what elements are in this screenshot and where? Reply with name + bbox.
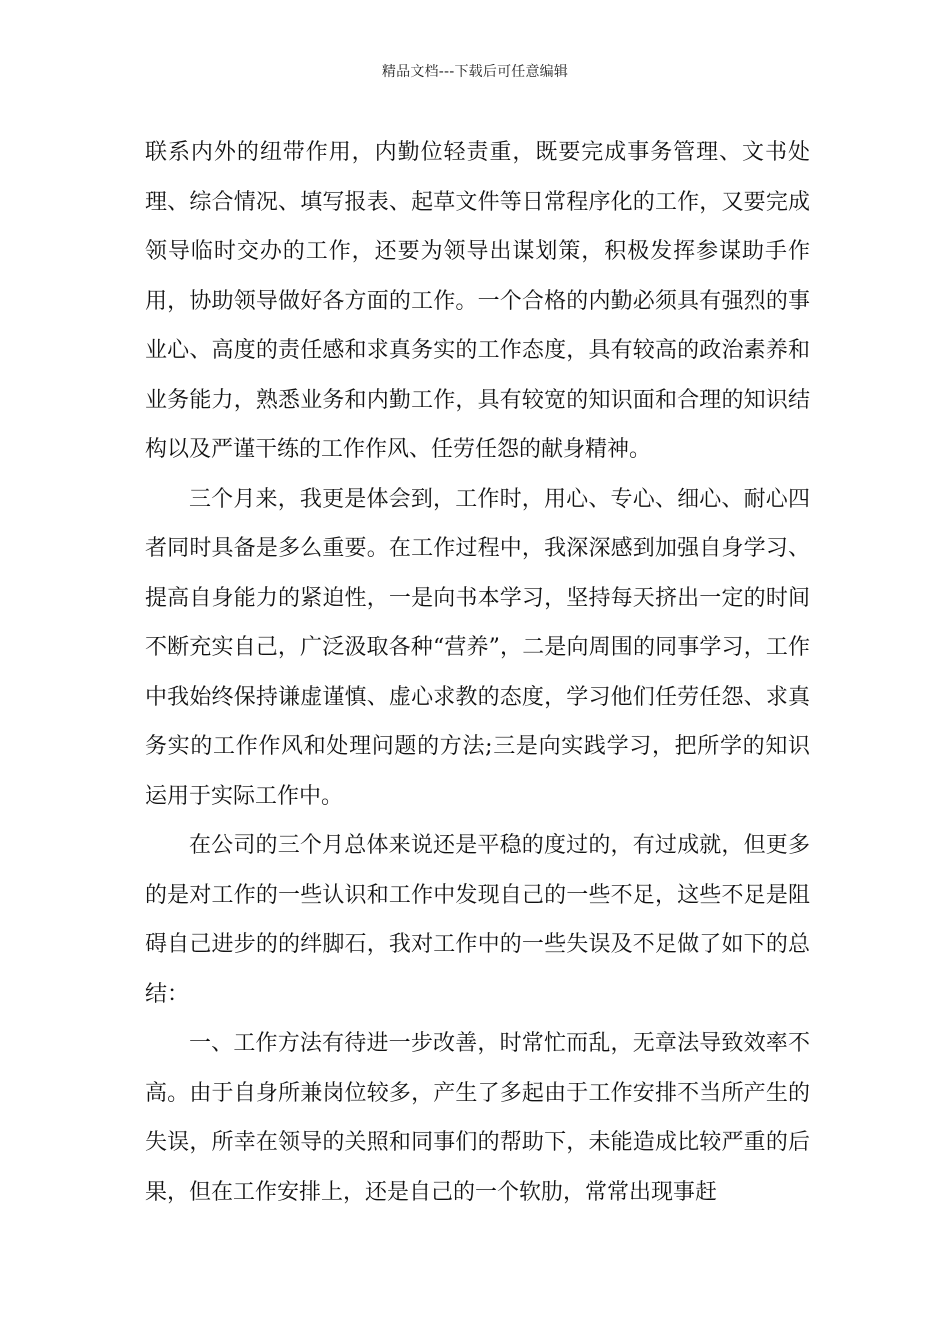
paragraph-4: 一、工作方法有待进一步改善，时常忙而乱，无章法导致效率不高。由于自身所兼岗位较多，产生了多起由于工作安排不当所产生的失误，所幸在领导的关照和同事们的帮助下，未能造成比较严重的后果，但在工作安排上，还是自己的一个软肋，常常出现事赶 — [145, 1031, 810, 1205]
page-header: 精品文档---下载后可任意编辑 — [381, 64, 569, 80]
paragraph-2: 三个月来，我更是体会到，工作时，用心、专心、细心、耐心四者同时具备是多么重要。在工作过程中，我深深感到加强自身学习、提高自身能力的紧迫性，一是向书本学习，坚持每天挤出一定的时间不断充实自己，广泛汲取各种“营养”，二是向周围的同事学习，工作中我始终保持谦虚谨慎、虚心求教的态度，学习他们任劳任怨、求真务实的工作作风和处理问题的方法;三是向实践学习，把所学的知识运用于实际工作中。 — [145, 486, 810, 809]
document-body — [145, 128, 810, 1217]
paragraph-3: 在公司的三个月总体来说还是平稳的度过的，有过成就，但更多的是对工作的一些认识和工作中发现自己的一些不足，这些不足是阻碍自己进步的的绊脚石，我对工作中的一些失误及不足做了如下的总结： — [145, 833, 810, 1007]
paragraph-1: 联系内外的纽带作用，内勤位轻责重，既要完成事务管理、文书处理、综合情况、填写报表、起草文件等日常程序化的工作，又要完成领导临时交办的工作，还要为领导出谋划策，积极发挥参谋助手作用，协助领导做好各方面的工作。一个合格的内勤必须具有强烈的事业心、高度的责任感和求真务实的工作态度，具有较高的政治素养和业务能力，熟悉业务和内勤工作，具有较宽的知识面和合理的知识结构以及严谨干练的工作作风、任劳任怨的献身精神。 — [145, 140, 810, 462]
